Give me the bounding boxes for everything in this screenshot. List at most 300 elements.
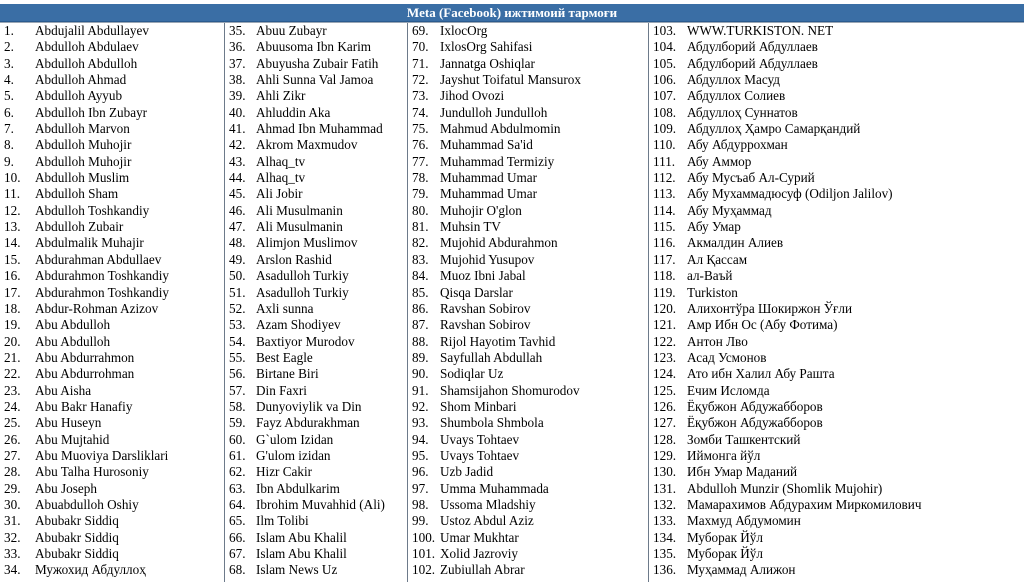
list-item <box>649 121 1024 137</box>
list-item-number: 58. <box>229 398 246 414</box>
list-item-name: Абдуллох Солиев <box>687 88 786 104</box>
list-item <box>225 285 407 301</box>
list-item <box>0 350 224 366</box>
list-item <box>649 203 1024 219</box>
list-item <box>408 448 648 464</box>
list-item-number: 32. <box>4 529 21 545</box>
list-item <box>225 219 407 235</box>
list-item-name: Abdulloh Ibn Zubayr <box>35 104 148 120</box>
list-item-number: 136. <box>653 562 677 578</box>
list-item <box>0 219 224 235</box>
list-item-number: 103. <box>653 23 677 38</box>
list-item-name: Abubakr Siddiq <box>35 546 119 561</box>
list-item <box>0 546 224 562</box>
list-item-name: Axli sunna <box>256 300 314 316</box>
list-item-name: Абдуллох Масуд <box>687 72 781 88</box>
list-item <box>408 39 648 55</box>
list-item-name: Антон Лво <box>687 333 748 349</box>
list-item <box>649 383 1024 399</box>
list-item <box>225 334 407 350</box>
list-item-name: Abuyusha Zubair Fatih <box>256 55 379 71</box>
list-item <box>649 464 1024 480</box>
list-item-name: Baxtiyor Murodov <box>256 333 355 349</box>
list-item-number: 53. <box>229 317 246 333</box>
list-item-name: Xolid Jazroviy <box>440 546 519 561</box>
list-item <box>408 350 648 366</box>
list-item-number: 62. <box>229 464 246 480</box>
list-item-name: IxlocOrg <box>440 23 488 38</box>
list-item <box>0 317 224 333</box>
list-item-number: 118. <box>653 268 676 284</box>
list-item-number: 11. <box>4 186 20 202</box>
list-item <box>649 448 1024 464</box>
list-item <box>408 383 648 399</box>
list-item <box>225 88 407 104</box>
list-item-name: Uvays Tohtaev <box>440 431 520 447</box>
list-item-name: Ато ибн Халил Абу Рашта <box>687 366 835 382</box>
list-item-number: 104. <box>653 39 677 55</box>
list-item-number: 107. <box>653 88 677 104</box>
list-item <box>225 105 407 121</box>
list-item-number: 48. <box>229 235 246 251</box>
list-item-name: Abu Abdurrahmon <box>35 349 135 365</box>
list-item <box>408 121 648 137</box>
list-item <box>408 203 648 219</box>
list-item-name: Abu Aisha <box>35 382 92 398</box>
list-item-name: Abdurahmon Toshkandiy <box>35 268 169 284</box>
list-item-name: Alhaq_tv <box>256 170 306 186</box>
list-item <box>649 546 1024 562</box>
list-item-number: 126. <box>653 398 677 414</box>
list-item-number: 15. <box>4 251 21 267</box>
list-item <box>649 530 1024 546</box>
list-item-name: Абдулборий Абдуллаев <box>687 55 818 71</box>
list-item <box>0 562 224 578</box>
list-item-number: 18. <box>4 300 21 316</box>
list-item <box>225 121 407 137</box>
list-item-number: 109. <box>653 121 677 137</box>
list-item-name: Abdulloh Ayyub <box>35 88 123 104</box>
list-item-number: 46. <box>229 202 246 218</box>
list-item <box>408 497 648 513</box>
list-item-number: 90. <box>412 366 429 382</box>
list-item-name: Shom Minbari <box>440 398 517 414</box>
list-item <box>0 383 224 399</box>
list-item <box>0 399 224 415</box>
list-item <box>408 464 648 480</box>
list-item-number: 61. <box>229 447 246 463</box>
list-item-name: Abu Abdulloh <box>35 333 111 349</box>
list-item <box>225 39 407 55</box>
list-item-number: 78. <box>412 170 429 186</box>
list-item-number: 63. <box>229 480 246 496</box>
list-item-number: 7. <box>4 121 14 137</box>
list-item-number: 69. <box>412 23 429 38</box>
list-item-number: 71. <box>412 55 429 71</box>
list-item-number: 93. <box>412 415 429 431</box>
list-item-number: 28. <box>4 464 21 480</box>
list-item <box>649 497 1024 513</box>
list-item-name: Abu Muoviya Darsliklari <box>35 447 169 463</box>
list-item-name: Abdulloh Ahmad <box>35 72 127 88</box>
list-item-name: Ёқубжон Абдужабборов <box>687 415 823 431</box>
list-item <box>225 268 407 284</box>
list-item-number: 1. <box>4 23 14 38</box>
list-item-name: Muhammad Sa'id <box>440 137 533 153</box>
list-item-name: Akrom Maxmudov <box>256 137 358 153</box>
list-item-number: 68. <box>229 562 246 578</box>
list-item-name: Rijol Hayotim Tavhid <box>440 333 556 349</box>
list-item <box>0 301 224 317</box>
column-4 <box>649 23 1024 582</box>
list-item-number: 101. <box>412 546 436 561</box>
list-item <box>0 464 224 480</box>
list-item-name: Islam Abu Khalil <box>256 529 347 545</box>
list-item-number: 108. <box>653 104 677 120</box>
list-item-number: 117. <box>653 251 676 267</box>
list-item <box>225 350 407 366</box>
list-item-number: 82. <box>412 235 429 251</box>
list-item <box>225 513 407 529</box>
list-item-name: G'ulom izidan <box>256 447 331 463</box>
list-item-name: Umar Mukhtar <box>440 529 519 545</box>
list-item-number: 83. <box>412 251 429 267</box>
list-item-number: 50. <box>229 268 246 284</box>
list-item-name: Best Eagle <box>256 349 313 365</box>
list-item-name: Qisqa Darslar <box>440 284 513 300</box>
list-item-number: 44. <box>229 170 246 186</box>
list-item-number: 54. <box>229 333 246 349</box>
list-item <box>408 399 648 415</box>
list-item <box>225 154 407 170</box>
list-item-number: 86. <box>412 300 429 316</box>
list-item <box>649 88 1024 104</box>
list-item-name: Hizr Cakir <box>256 464 313 480</box>
list-item-name: Abdulloh Muhojir <box>35 137 132 153</box>
list-item-name: Asadulloh Turkiy <box>256 268 349 284</box>
list-item-name: Мамарахимов Абдурахим Миркомилович <box>687 496 922 512</box>
list-item-name: Azam Shodiyev <box>256 317 341 333</box>
list-item-number: 98. <box>412 496 429 512</box>
list-item-number: 12. <box>4 202 21 218</box>
list-item <box>408 366 648 382</box>
list-item-name: Sodiqlar Uz <box>440 366 504 382</box>
list-item <box>408 317 648 333</box>
list-item <box>225 497 407 513</box>
list-item-name: Muhammad Umar <box>440 170 538 186</box>
list-item-name: Abu Bakr Hanafiy <box>35 398 133 414</box>
list-item-name: Abubakr Siddiq <box>35 513 119 529</box>
list-item-name: Зомби Ташкентский <box>687 431 801 447</box>
list-item-name: G`ulom Izidan <box>256 431 334 447</box>
list-item-name: Fayz Abdurakhman <box>256 415 360 431</box>
list-item <box>649 219 1024 235</box>
list-item-name: Abdulloh Abdulloh <box>35 55 138 71</box>
list-item-number: 29. <box>4 480 21 496</box>
list-item-name: Abdurahmon Toshkandiy <box>35 284 169 300</box>
list-item-name: Ali Musulmanin <box>256 219 343 235</box>
list-item <box>0 285 224 301</box>
list-item <box>0 366 224 382</box>
list-item <box>408 88 648 104</box>
list-item-number: 37. <box>229 55 246 71</box>
list-item <box>649 415 1024 431</box>
list-item-number: 49. <box>229 251 246 267</box>
list-item <box>225 530 407 546</box>
list-item-number: 2. <box>4 39 14 55</box>
list-item <box>408 219 648 235</box>
list-item <box>0 137 224 153</box>
list-item <box>225 366 407 382</box>
list-item <box>225 432 407 448</box>
list-item-number: 33. <box>4 546 21 561</box>
list-item-number: 79. <box>412 186 429 202</box>
list-item <box>408 235 648 251</box>
list-item-number: 47. <box>229 219 246 235</box>
list-item-name: Asadulloh Turkiy <box>256 284 349 300</box>
list-item-number: 112. <box>653 170 676 186</box>
list-item-name: Ahmad Ibn Muhammad <box>256 121 383 137</box>
list-item-number: 52. <box>229 300 246 316</box>
list-item <box>649 334 1024 350</box>
list-item-name: Abdujalil Abdullayev <box>35 23 149 38</box>
list-item-name: Абу Мухаммадюсуф (Odiljon Jalilov) <box>687 186 893 202</box>
list-item-name: Ustoz Abdul Aziz <box>440 513 534 529</box>
list-item-number: 30. <box>4 496 21 512</box>
list-item-number: 95. <box>412 447 429 463</box>
list-item <box>649 23 1024 39</box>
list-item-name: Abu Abdulloh <box>35 317 111 333</box>
list-item-name: Мужохид Абдуллоҳ <box>35 562 146 578</box>
list-item <box>408 105 648 121</box>
list-item <box>0 497 224 513</box>
list-item-number: 122. <box>653 333 677 349</box>
list-item-name: Abuabdulloh Oshiy <box>35 496 139 512</box>
list-item-number: 119. <box>653 284 676 300</box>
list-item <box>0 268 224 284</box>
list-item-name: Mujohid Abdurahmon <box>440 235 558 251</box>
list-item-number: 120. <box>653 300 677 316</box>
list-item <box>408 268 648 284</box>
list-item <box>0 530 224 546</box>
list-item-name: Ali Musulmanin <box>256 202 343 218</box>
list-item-number: 100. <box>412 529 436 545</box>
list-item-number: 27. <box>4 447 21 463</box>
list-item-number: 26. <box>4 431 21 447</box>
list-item-name: Muhammad Termiziy <box>440 153 555 169</box>
list-item-number: 6. <box>4 104 14 120</box>
list-item-name: Ечим Исломда <box>687 382 770 398</box>
list-item-name: Ravshan Sobirov <box>440 317 531 333</box>
list-item <box>0 481 224 497</box>
list-item-name: Abdulloh Abdulaev <box>35 39 139 55</box>
list-item-number: 129. <box>653 447 677 463</box>
list-item-name: Uzb Jadid <box>440 464 494 480</box>
list-item-name: Jihod Ovozi <box>440 88 505 104</box>
list-item <box>408 285 648 301</box>
list-item-number: 102. <box>412 562 436 578</box>
list-item <box>0 39 224 55</box>
list-item-number: 56. <box>229 366 246 382</box>
list-item-number: 4. <box>4 72 14 88</box>
column-3 <box>408 23 649 582</box>
list-item-number: 75. <box>412 121 429 137</box>
list-item <box>408 513 648 529</box>
list-item-number: 132. <box>653 496 677 512</box>
list-item-name: Mahmud Abdulmomin <box>440 121 561 137</box>
list-item-number: 110. <box>653 137 676 153</box>
list-item-name: Shamsijahon Shomurodov <box>440 382 580 398</box>
list-item-number: 114. <box>653 202 676 218</box>
list-item-number: 14. <box>4 235 21 251</box>
list-item <box>649 56 1024 72</box>
list-item <box>225 562 407 578</box>
list-item <box>408 415 648 431</box>
list-item-number: 16. <box>4 268 21 284</box>
list-item-number: 21. <box>4 349 21 365</box>
list-item <box>0 154 224 170</box>
list-item-number: 31. <box>4 513 21 529</box>
list-item-number: 123. <box>653 349 677 365</box>
list-item <box>408 56 648 72</box>
list-item <box>408 432 648 448</box>
list-item-number: 106. <box>653 72 677 88</box>
list-item-name: Абу Мусъаб Ал-Сурий <box>687 170 815 186</box>
list-item-name: Абу Абдуррохман <box>687 137 788 153</box>
list-item-name: Муборак Йўл <box>687 529 763 545</box>
list-item-name: Ibn Abdulkarim <box>256 480 340 496</box>
list-item <box>408 137 648 153</box>
list-item-name: Jannatga Oshiqlar <box>440 55 535 71</box>
list-item-name: Акмалдин Алиев <box>687 235 784 251</box>
list-item <box>225 186 407 202</box>
list-item-number: 130. <box>653 464 677 480</box>
list-item-name: Ahli Sunna Val Jamoa <box>256 72 374 88</box>
list-item <box>649 317 1024 333</box>
list-item <box>649 350 1024 366</box>
list-item-name: Abdulloh Muslim <box>35 170 130 186</box>
list-item-name: Иймонга йўл <box>687 447 761 463</box>
list-item-name: Амр Ибн Ос (Абу Фотима) <box>687 317 838 333</box>
list-item-name: Din Faxri <box>256 382 307 398</box>
list-item-name: Muhojir O'glon <box>440 202 522 218</box>
list-item-number: 124. <box>653 366 677 382</box>
list-item-name: Zubiullah Abrar <box>440 562 525 578</box>
list-item <box>649 562 1024 578</box>
list-item <box>225 203 407 219</box>
list-item <box>408 23 648 39</box>
list-item-name: Jayshut Toifatul Mansurox <box>440 72 581 88</box>
list-item-number: 57. <box>229 382 246 398</box>
list-item-number: 43. <box>229 153 246 169</box>
list-item-number: 45. <box>229 186 246 202</box>
list-item-name: Абдулборий Абдуллаев <box>687 39 818 55</box>
list-item <box>408 530 648 546</box>
list-item-number: 77. <box>412 153 429 169</box>
list-item-number: 116. <box>653 235 676 251</box>
list-item-name: Ёқубжон Абдужабборов <box>687 398 823 414</box>
list-item <box>649 154 1024 170</box>
list-item-name: Shumbola Shmbola <box>440 415 544 431</box>
list-item-number: 9. <box>4 153 14 169</box>
list-item-name: Arslon Rashid <box>256 251 332 267</box>
list-item-number: 125. <box>653 382 677 398</box>
list-item-name: Ибн Умар Маданий <box>687 464 798 480</box>
list-item-name: Abubakr Siddiq <box>35 529 119 545</box>
list-item-name: Алихонтўра Шокиржон Ўғли <box>687 300 853 316</box>
list-item-number: 40. <box>229 104 246 120</box>
list-item-name: Ali Jobir <box>256 186 303 202</box>
list-item-name: Махмуд Абдумомин <box>687 513 801 529</box>
list-item-name: IxlosOrg Sahifasi <box>440 39 533 55</box>
list-item-name: Abu Huseyn <box>35 415 102 431</box>
list-item-number: 36. <box>229 39 246 55</box>
list-item-name: Ahli Zikr <box>256 88 306 104</box>
list-item-number: 81. <box>412 219 429 235</box>
list-item-number: 59. <box>229 415 246 431</box>
list-item <box>649 399 1024 415</box>
list-item-name: Ravshan Sobirov <box>440 300 531 316</box>
list-item-name: Birtane Biri <box>256 366 319 382</box>
list-item-number: 111. <box>653 153 676 169</box>
list-item-number: 76. <box>412 137 429 153</box>
list-item <box>0 186 224 202</box>
list-item-number: 20. <box>4 333 21 349</box>
list-item-name: Abdurahman Abdullaev <box>35 251 162 267</box>
list-item-name: Абдуллоҳ Ҳамро Самарқандий <box>687 121 861 137</box>
list-item-number: 73. <box>412 88 429 104</box>
list-item <box>649 235 1024 251</box>
list-item-number: 55. <box>229 349 246 365</box>
list-item-number: 134. <box>653 529 677 545</box>
list-item-name: ал-Ваъй <box>687 268 733 284</box>
list-item-number: 135. <box>653 546 677 561</box>
list-item-number: 5. <box>4 88 14 104</box>
list-item-name: Jundulloh Jundulloh <box>440 104 548 120</box>
list-item-number: 51. <box>229 284 246 300</box>
list-item <box>649 170 1024 186</box>
list-item-number: 65. <box>229 513 246 529</box>
list-item <box>0 448 224 464</box>
list-item-number: 25. <box>4 415 21 431</box>
list-item-number: 60. <box>229 431 246 447</box>
list-item-name: Абу Умар <box>687 219 741 235</box>
list-item-number: 13. <box>4 219 21 235</box>
list-item-number: 85. <box>412 284 429 300</box>
list-item-number: 121. <box>653 317 677 333</box>
list-item <box>649 432 1024 448</box>
list-item-name: Abu Talha Hurosoniy <box>35 464 149 480</box>
list-item <box>0 252 224 268</box>
list-item <box>649 39 1024 55</box>
list-item <box>0 170 224 186</box>
list-item-number: 97. <box>412 480 429 496</box>
list-item <box>649 366 1024 382</box>
list-item-name: Abdulloh Muhojir <box>35 153 132 169</box>
list-item-name: Turkiston <box>687 284 738 300</box>
list-item <box>225 301 407 317</box>
list-item-number: 8. <box>4 137 14 153</box>
list-item-number: 99. <box>412 513 429 529</box>
list-item <box>225 235 407 251</box>
list-item-number: 91. <box>412 382 429 398</box>
list-item <box>0 105 224 121</box>
list-item-number: 64. <box>229 496 246 512</box>
list-item-name: Абу Аммор <box>687 153 752 169</box>
list-item-number: 41. <box>229 121 246 137</box>
list-item <box>649 268 1024 284</box>
list-item <box>0 23 224 39</box>
